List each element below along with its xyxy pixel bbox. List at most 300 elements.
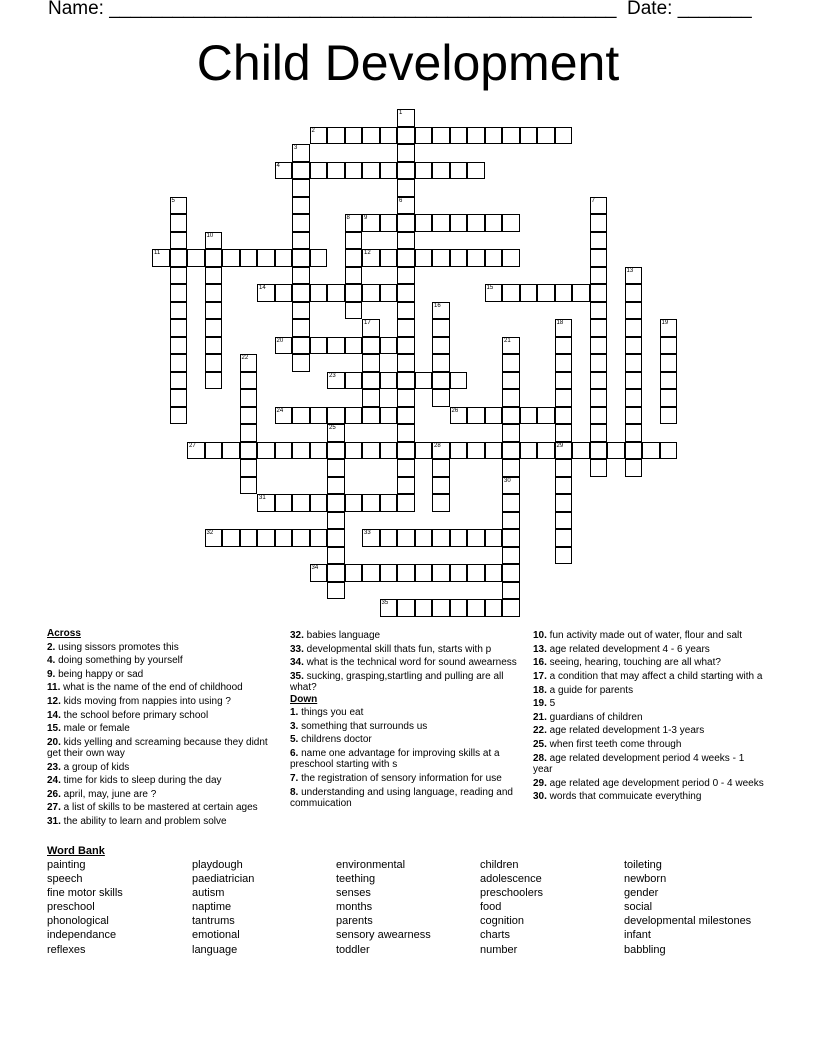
grid-cell[interactable] — [590, 267, 608, 285]
grid-cell[interactable] — [502, 407, 520, 425]
grid-cell[interactable] — [170, 214, 188, 232]
grid-cell[interactable] — [450, 249, 468, 267]
grid-cell[interactable] — [555, 494, 573, 512]
grid-cell[interactable] — [555, 127, 573, 145]
grid-cell[interactable] — [345, 214, 363, 232]
grid-cell[interactable] — [397, 494, 415, 512]
grid-cell[interactable] — [362, 337, 380, 355]
grid-cell[interactable] — [555, 372, 573, 390]
grid-cell[interactable] — [590, 337, 608, 355]
grid-cell[interactable] — [310, 162, 328, 180]
grid-cell[interactable] — [310, 564, 328, 582]
grid-cell[interactable] — [327, 407, 345, 425]
grid-cell[interactable] — [660, 389, 678, 407]
grid-cell[interactable] — [380, 564, 398, 582]
grid-cell[interactable] — [310, 494, 328, 512]
grid-cell[interactable] — [467, 599, 485, 617]
grid-cell[interactable] — [555, 442, 573, 460]
grid-cell[interactable] — [275, 442, 293, 460]
grid-cell[interactable] — [292, 232, 310, 250]
grid-cell[interactable] — [205, 302, 223, 320]
grid-cell[interactable] — [555, 477, 573, 495]
grid-cell[interactable] — [345, 249, 363, 267]
grid-cell[interactable] — [467, 249, 485, 267]
grid-cell[interactable] — [432, 442, 450, 460]
grid-cell[interactable] — [590, 354, 608, 372]
grid-cell[interactable] — [432, 459, 450, 477]
grid-cell[interactable] — [590, 372, 608, 390]
grid-cell[interactable] — [502, 372, 520, 390]
grid-cell[interactable] — [362, 162, 380, 180]
grid-cell[interactable] — [502, 249, 520, 267]
grid-cell[interactable] — [502, 582, 520, 600]
grid-cell[interactable] — [275, 162, 293, 180]
grid-cell[interactable] — [380, 494, 398, 512]
grid-cell[interactable] — [240, 424, 258, 442]
grid-cell[interactable] — [450, 162, 468, 180]
grid-cell[interactable] — [555, 547, 573, 565]
grid-cell[interactable] — [362, 372, 380, 390]
grid-cell[interactable] — [292, 337, 310, 355]
grid-cell[interactable] — [625, 354, 643, 372]
grid-cell[interactable] — [362, 354, 380, 372]
grid-cell[interactable] — [362, 389, 380, 407]
grid-cell[interactable] — [572, 442, 590, 460]
grid-cell[interactable] — [362, 284, 380, 302]
grid-cell[interactable] — [502, 477, 520, 495]
grid-cell[interactable] — [642, 442, 660, 460]
grid-cell[interactable] — [240, 529, 258, 547]
grid-cell[interactable] — [450, 407, 468, 425]
grid-cell[interactable] — [222, 249, 240, 267]
grid-cell[interactable] — [152, 249, 170, 267]
grid-cell[interactable] — [432, 337, 450, 355]
grid-cell[interactable] — [625, 407, 643, 425]
grid-cell[interactable] — [450, 564, 468, 582]
grid-cell[interactable] — [397, 109, 415, 127]
grid-cell[interactable] — [222, 442, 240, 460]
grid-cell[interactable] — [397, 144, 415, 162]
grid-cell[interactable] — [380, 249, 398, 267]
grid-cell[interactable] — [502, 547, 520, 565]
grid-cell[interactable] — [625, 302, 643, 320]
grid-cell[interactable] — [520, 284, 538, 302]
grid-cell[interactable] — [397, 354, 415, 372]
grid-cell[interactable] — [432, 354, 450, 372]
grid-cell[interactable] — [660, 337, 678, 355]
grid-cell[interactable] — [205, 354, 223, 372]
grid-cell[interactable] — [537, 127, 555, 145]
grid-cell[interactable] — [397, 284, 415, 302]
grid-cell[interactable] — [362, 249, 380, 267]
grid-cell[interactable] — [485, 249, 503, 267]
grid-cell[interactable] — [467, 127, 485, 145]
grid-cell[interactable] — [292, 162, 310, 180]
grid-cell[interactable] — [205, 319, 223, 337]
grid-cell[interactable] — [397, 529, 415, 547]
grid-cell[interactable] — [240, 477, 258, 495]
grid-cell[interactable] — [415, 564, 433, 582]
grid-cell[interactable] — [415, 249, 433, 267]
grid-cell[interactable] — [170, 354, 188, 372]
grid-cell[interactable] — [205, 372, 223, 390]
grid-cell[interactable] — [397, 389, 415, 407]
grid-cell[interactable] — [257, 249, 275, 267]
grid-cell[interactable] — [555, 529, 573, 547]
grid-cell[interactable] — [362, 319, 380, 337]
grid-cell[interactable] — [240, 249, 258, 267]
grid-cell[interactable] — [292, 284, 310, 302]
grid-cell[interactable] — [205, 284, 223, 302]
grid-cell[interactable] — [502, 214, 520, 232]
grid-cell[interactable] — [345, 127, 363, 145]
grid-cell[interactable] — [275, 529, 293, 547]
grid-cell[interactable] — [397, 179, 415, 197]
grid-cell[interactable] — [170, 249, 188, 267]
grid-cell[interactable] — [397, 197, 415, 215]
grid-cell[interactable] — [292, 529, 310, 547]
grid-cell[interactable] — [362, 564, 380, 582]
grid-cell[interactable] — [380, 442, 398, 460]
grid-cell[interactable] — [450, 442, 468, 460]
grid-cell[interactable] — [380, 162, 398, 180]
grid-cell[interactable] — [502, 389, 520, 407]
grid-cell[interactable] — [257, 284, 275, 302]
grid-cell[interactable] — [572, 284, 590, 302]
grid-cell[interactable] — [292, 354, 310, 372]
grid-cell[interactable] — [170, 302, 188, 320]
grid-cell[interactable] — [327, 494, 345, 512]
grid-cell[interactable] — [310, 337, 328, 355]
grid-cell[interactable] — [345, 337, 363, 355]
grid-cell[interactable] — [327, 372, 345, 390]
grid-cell[interactable] — [537, 407, 555, 425]
grid-cell[interactable] — [555, 354, 573, 372]
grid-cell[interactable] — [187, 442, 205, 460]
grid-cell[interactable] — [432, 162, 450, 180]
grid-cell[interactable] — [590, 442, 608, 460]
grid-cell[interactable] — [310, 442, 328, 460]
grid-cell[interactable] — [187, 249, 205, 267]
grid-cell[interactable] — [362, 407, 380, 425]
grid-cell[interactable] — [170, 232, 188, 250]
grid-cell[interactable] — [660, 354, 678, 372]
grid-cell[interactable] — [502, 442, 520, 460]
grid-cell[interactable] — [292, 267, 310, 285]
grid-cell[interactable] — [432, 372, 450, 390]
grid-cell[interactable] — [275, 337, 293, 355]
grid-cell[interactable] — [520, 127, 538, 145]
grid-cell[interactable] — [310, 284, 328, 302]
grid-cell[interactable] — [240, 459, 258, 477]
grid-cell[interactable] — [170, 407, 188, 425]
grid-cell[interactable] — [450, 127, 468, 145]
grid-cell[interactable] — [292, 302, 310, 320]
grid-cell[interactable] — [625, 459, 643, 477]
grid-cell[interactable] — [327, 424, 345, 442]
grid-cell[interactable] — [467, 407, 485, 425]
grid-cell[interactable] — [397, 319, 415, 337]
grid-cell[interactable] — [590, 407, 608, 425]
grid-cell[interactable] — [205, 232, 223, 250]
grid-cell[interactable] — [415, 372, 433, 390]
grid-cell[interactable] — [415, 214, 433, 232]
grid-cell[interactable] — [205, 249, 223, 267]
grid-cell[interactable] — [537, 284, 555, 302]
grid-cell[interactable] — [380, 284, 398, 302]
grid-cell[interactable] — [415, 529, 433, 547]
grid-cell[interactable] — [397, 337, 415, 355]
grid-cell[interactable] — [485, 442, 503, 460]
grid-cell[interactable] — [327, 162, 345, 180]
grid-cell[interactable] — [345, 232, 363, 250]
grid-cell[interactable] — [362, 127, 380, 145]
grid-cell[interactable] — [257, 442, 275, 460]
grid-cell[interactable] — [292, 407, 310, 425]
grid-cell[interactable] — [590, 197, 608, 215]
grid-cell[interactable] — [432, 302, 450, 320]
grid-cell[interactable] — [520, 407, 538, 425]
grid-cell[interactable] — [432, 599, 450, 617]
grid-cell[interactable] — [590, 459, 608, 477]
grid-cell[interactable] — [170, 372, 188, 390]
grid-cell[interactable] — [660, 372, 678, 390]
grid-cell[interactable] — [275, 284, 293, 302]
grid-cell[interactable] — [292, 319, 310, 337]
grid-cell[interactable] — [432, 389, 450, 407]
grid-cell[interactable] — [345, 494, 363, 512]
grid-cell[interactable] — [502, 529, 520, 547]
grid-cell[interactable] — [397, 407, 415, 425]
grid-cell[interactable] — [625, 389, 643, 407]
grid-cell[interactable] — [555, 424, 573, 442]
grid-cell[interactable] — [502, 127, 520, 145]
grid-cell[interactable] — [590, 284, 608, 302]
grid-cell[interactable] — [502, 284, 520, 302]
grid-cell[interactable] — [502, 494, 520, 512]
grid-cell[interactable] — [345, 302, 363, 320]
grid-cell[interactable] — [502, 512, 520, 530]
grid-cell[interactable] — [397, 372, 415, 390]
grid-cell[interactable] — [380, 372, 398, 390]
grid-cell[interactable] — [450, 529, 468, 547]
grid-cell[interactable] — [590, 302, 608, 320]
grid-cell[interactable] — [660, 407, 678, 425]
grid-cell[interactable] — [240, 389, 258, 407]
grid-cell[interactable] — [362, 529, 380, 547]
grid-cell[interactable] — [415, 162, 433, 180]
grid-cell[interactable] — [397, 127, 415, 145]
grid-cell[interactable] — [170, 337, 188, 355]
grid-cell[interactable] — [432, 214, 450, 232]
grid-cell[interactable] — [450, 214, 468, 232]
grid-cell[interactable] — [555, 337, 573, 355]
grid-cell[interactable] — [240, 354, 258, 372]
grid-cell[interactable] — [292, 197, 310, 215]
grid-cell[interactable] — [432, 564, 450, 582]
grid-cell[interactable] — [502, 354, 520, 372]
grid-cell[interactable] — [292, 144, 310, 162]
grid-cell[interactable] — [362, 442, 380, 460]
grid-cell[interactable] — [415, 442, 433, 460]
grid-cell[interactable] — [520, 442, 538, 460]
grid-cell[interactable] — [485, 127, 503, 145]
grid-cell[interactable] — [467, 214, 485, 232]
grid-cell[interactable] — [397, 162, 415, 180]
grid-cell[interactable] — [485, 407, 503, 425]
grid-cell[interactable] — [345, 407, 363, 425]
grid-cell[interactable] — [327, 442, 345, 460]
grid-cell[interactable] — [625, 284, 643, 302]
grid-cell[interactable] — [467, 564, 485, 582]
grid-cell[interactable] — [380, 529, 398, 547]
grid-cell[interactable] — [240, 442, 258, 460]
grid-cell[interactable] — [275, 494, 293, 512]
grid-cell[interactable] — [380, 214, 398, 232]
grid-cell[interactable] — [205, 529, 223, 547]
grid-cell[interactable] — [432, 319, 450, 337]
grid-cell[interactable] — [345, 267, 363, 285]
grid-cell[interactable] — [537, 442, 555, 460]
grid-cell[interactable] — [310, 529, 328, 547]
grid-cell[interactable] — [170, 284, 188, 302]
grid-cell[interactable] — [397, 267, 415, 285]
grid-cell[interactable] — [502, 337, 520, 355]
grid-cell[interactable] — [327, 582, 345, 600]
grid-cell[interactable] — [397, 214, 415, 232]
grid-cell[interactable] — [502, 459, 520, 477]
grid-cell[interactable] — [397, 424, 415, 442]
grid-cell[interactable] — [432, 249, 450, 267]
grid-cell[interactable] — [205, 337, 223, 355]
grid-cell[interactable] — [625, 372, 643, 390]
grid-cell[interactable] — [292, 442, 310, 460]
grid-cell[interactable] — [222, 529, 240, 547]
grid-cell[interactable] — [380, 599, 398, 617]
grid-cell[interactable] — [380, 407, 398, 425]
grid-cell[interactable] — [240, 407, 258, 425]
grid-cell[interactable] — [292, 179, 310, 197]
grid-cell[interactable] — [415, 127, 433, 145]
grid-cell[interactable] — [397, 232, 415, 250]
grid-cell[interactable] — [240, 372, 258, 390]
grid-cell[interactable] — [380, 337, 398, 355]
grid-cell[interactable] — [327, 284, 345, 302]
grid-cell[interactable] — [292, 214, 310, 232]
grid-cell[interactable] — [485, 564, 503, 582]
grid-cell[interactable] — [345, 372, 363, 390]
grid-cell[interactable] — [432, 494, 450, 512]
grid-cell[interactable] — [555, 512, 573, 530]
grid-cell[interactable] — [485, 214, 503, 232]
grid-cell[interactable] — [310, 407, 328, 425]
grid-cell[interactable] — [502, 599, 520, 617]
grid-cell[interactable] — [257, 494, 275, 512]
grid-cell[interactable] — [625, 424, 643, 442]
grid-cell[interactable] — [327, 337, 345, 355]
grid-cell[interactable] — [205, 442, 223, 460]
grid-cell[interactable] — [590, 214, 608, 232]
grid-cell[interactable] — [275, 407, 293, 425]
grid-cell[interactable] — [555, 389, 573, 407]
grid-cell[interactable] — [450, 599, 468, 617]
grid-cell[interactable] — [607, 442, 625, 460]
grid-cell[interactable] — [555, 407, 573, 425]
grid-cell[interactable] — [345, 564, 363, 582]
grid-cell[interactable] — [327, 547, 345, 565]
grid-cell[interactable] — [380, 127, 398, 145]
grid-cell[interactable] — [397, 302, 415, 320]
grid-cell[interactable] — [170, 319, 188, 337]
grid-cell[interactable] — [205, 267, 223, 285]
grid-cell[interactable] — [345, 162, 363, 180]
grid-cell[interactable] — [432, 477, 450, 495]
grid-cell[interactable] — [327, 127, 345, 145]
grid-cell[interactable] — [170, 389, 188, 407]
grid-cell[interactable] — [432, 529, 450, 547]
grid-cell[interactable] — [485, 284, 503, 302]
grid-cell[interactable] — [502, 424, 520, 442]
grid-cell[interactable] — [257, 529, 275, 547]
grid-cell[interactable] — [555, 459, 573, 477]
grid-cell[interactable] — [485, 599, 503, 617]
grid-cell[interactable] — [362, 214, 380, 232]
grid-cell[interactable] — [485, 529, 503, 547]
grid-cell[interactable] — [362, 494, 380, 512]
grid-cell[interactable] — [625, 319, 643, 337]
grid-cell[interactable] — [555, 284, 573, 302]
grid-cell[interactable] — [625, 337, 643, 355]
grid-cell[interactable] — [292, 249, 310, 267]
grid-cell[interactable] — [502, 564, 520, 582]
grid-cell[interactable] — [450, 372, 468, 390]
grid-cell[interactable] — [555, 319, 573, 337]
grid-cell[interactable] — [590, 249, 608, 267]
grid-cell[interactable] — [590, 232, 608, 250]
grid-cell[interactable] — [590, 389, 608, 407]
grid-cell[interactable] — [660, 442, 678, 460]
grid-cell[interactable] — [625, 267, 643, 285]
grid-cell[interactable] — [327, 459, 345, 477]
grid-cell[interactable] — [397, 599, 415, 617]
grid-cell[interactable] — [327, 512, 345, 530]
grid-cell[interactable] — [397, 249, 415, 267]
grid-cell[interactable] — [397, 442, 415, 460]
grid-cell[interactable] — [345, 442, 363, 460]
grid-cell[interactable] — [292, 494, 310, 512]
grid-cell[interactable] — [625, 442, 643, 460]
grid-cell[interactable] — [415, 599, 433, 617]
grid-cell[interactable] — [467, 529, 485, 547]
grid-cell[interactable] — [467, 162, 485, 180]
grid-cell[interactable] — [397, 459, 415, 477]
grid-cell[interactable] — [397, 477, 415, 495]
grid-cell[interactable] — [345, 284, 363, 302]
grid-cell[interactable] — [275, 249, 293, 267]
grid-cell[interactable] — [590, 319, 608, 337]
grid-cell[interactable] — [327, 564, 345, 582]
grid-cell[interactable] — [170, 197, 188, 215]
grid-cell[interactable] — [660, 319, 678, 337]
grid-cell[interactable] — [590, 424, 608, 442]
grid-cell[interactable] — [310, 249, 328, 267]
grid-cell[interactable] — [397, 564, 415, 582]
grid-cell[interactable] — [327, 529, 345, 547]
grid-cell[interactable] — [327, 477, 345, 495]
grid-cell[interactable] — [432, 127, 450, 145]
grid-cell[interactable] — [170, 267, 188, 285]
grid-cell[interactable] — [467, 442, 485, 460]
